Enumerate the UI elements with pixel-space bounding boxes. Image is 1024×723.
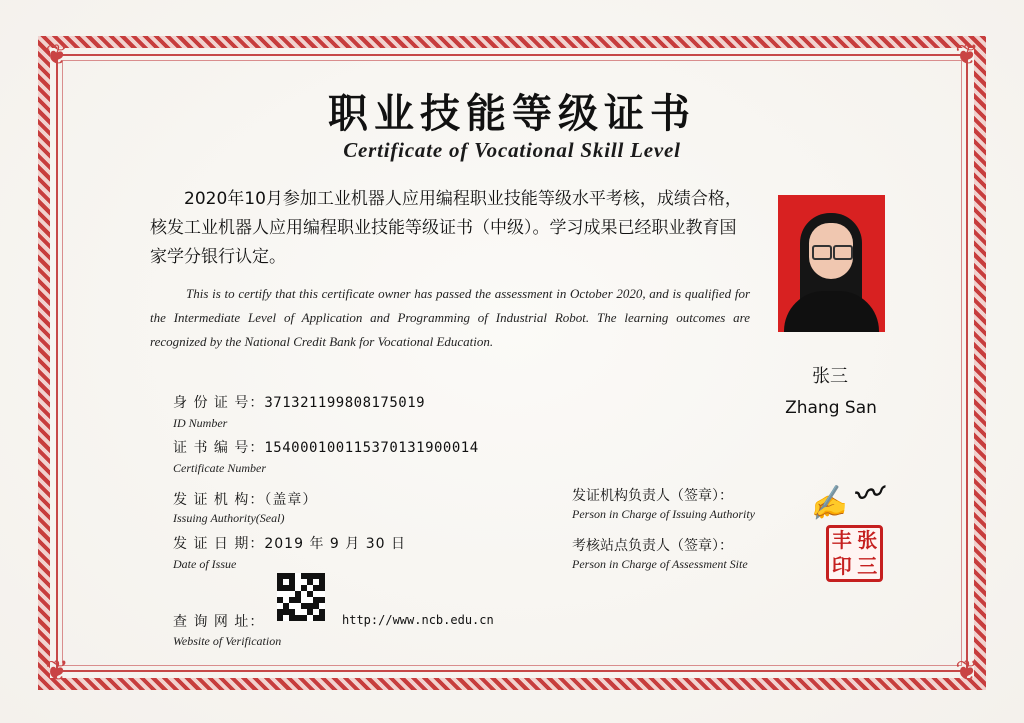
id-number-english-label: ID Number (173, 416, 228, 430)
id-number-value: 371321199808175019 (264, 395, 426, 411)
holder-name-english: Zhang San (785, 398, 877, 418)
corner-ornament-icon: ❦ (45, 38, 69, 71)
verification-website-english-label: Website of Verification (173, 634, 282, 648)
certificate-title-chinese: 职业技能等级证书 (328, 91, 696, 137)
certificate-number-label: 证 书 编 号： (173, 440, 265, 456)
verification-website-label: 查 询 网 址： (173, 614, 265, 630)
issuing-authority-person-english-label: Person in Charge of Issuing Authority (572, 507, 755, 521)
holder-name-chinese: 张三 (812, 366, 848, 387)
assessment-site-person-english-label: Person in Charge of Assessment Site (572, 557, 748, 571)
certificate-number-field (173, 437, 479, 457)
id-number-field (173, 392, 425, 412)
assessment-site-person-label: 考核站点负责人（签章）： (572, 538, 733, 554)
issue-date-label: 发 证 日 期： (173, 536, 265, 552)
issue-date-value: 2019 年 9 月 30 日 (264, 536, 406, 552)
issue-date-field (173, 533, 406, 553)
seal-char: 张 (857, 528, 878, 552)
verification-website-url[interactable]: http://www.ncb.edu.cn (342, 613, 494, 627)
id-number-label: 身 份 证 号： (173, 395, 265, 411)
corner-ornament-icon: ❦ (45, 654, 69, 687)
certificate-title-english: Certificate of Vocational Skill Level (343, 138, 681, 162)
holder-photo (778, 195, 885, 332)
issuing-authority-label: 发 证 机 构：（盖章） (173, 492, 318, 508)
certificate-statement-english: This is to certify that this certificate owner has passed the assessment in October 2020, and is qualified for the Intermediate Level of Application and Programming of Industrial Robot. The learning outcomes are recognized by the National Credit Bank for Vocational Education. (150, 286, 750, 349)
certificate-statement-chinese: 2020年10月参加工业机器人应用编程职业技能等级水平考核，成绩合格，核发工业机器人应用编程职业技能等级证书（中级）。学习成果已经职业教育国家学分银行认定。 (150, 189, 742, 267)
qr-code-icon (277, 573, 325, 621)
seal-char: 丰 (831, 528, 852, 552)
corner-ornament-icon: ❦ (955, 38, 979, 71)
issue-date-english-label: Date of Issue (173, 557, 237, 571)
seal-char: 印 (831, 553, 852, 578)
seal-char: 三 (857, 553, 878, 578)
issuing-authority-person-label: 发证机构负责人（签章）： (572, 488, 733, 504)
certificate-number-value: 154000100115370131900014 (264, 440, 479, 456)
corner-ornament-icon: ❦ (955, 654, 979, 687)
issuing-authority-english-label: Issuing Authority(Seal) (173, 511, 285, 525)
certificate-number-english-label: Certificate Number (173, 461, 266, 475)
handwritten-signature: ✍ 〰 (805, 476, 886, 524)
red-name-seal (826, 525, 883, 582)
